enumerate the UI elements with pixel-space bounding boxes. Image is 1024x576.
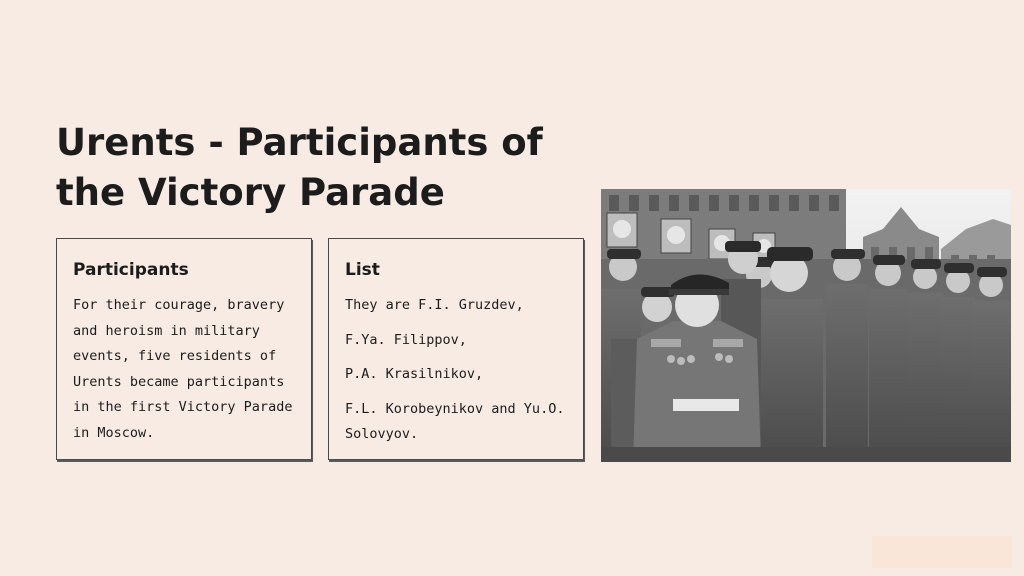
participants-text: For their courage, bravery and heroism in military events, five residents of Urents became participants in the first Victory Parade in Moscow. [73,297,293,441]
list-item: They are F.I. Gruzdev, [345,297,524,313]
participants-card [56,238,312,460]
victory-parade-photo [601,189,1011,462]
corner-decoration [872,536,1012,568]
list-card [328,238,584,460]
participants-heading: Participants [73,260,189,280]
list-item: P.A. Krasilnikov, [345,366,484,382]
list-item: F.Ya. Filippov, [345,331,467,348]
parade-photo-illustration [601,189,1011,462]
list-text [345,293,567,448]
list-heading: List [345,260,380,280]
slide-title: Urents - Participants of the Victory Parade [56,121,543,214]
list-item: F.L. Korobeynikov and Yu.O. Solovyov. [345,400,565,442]
